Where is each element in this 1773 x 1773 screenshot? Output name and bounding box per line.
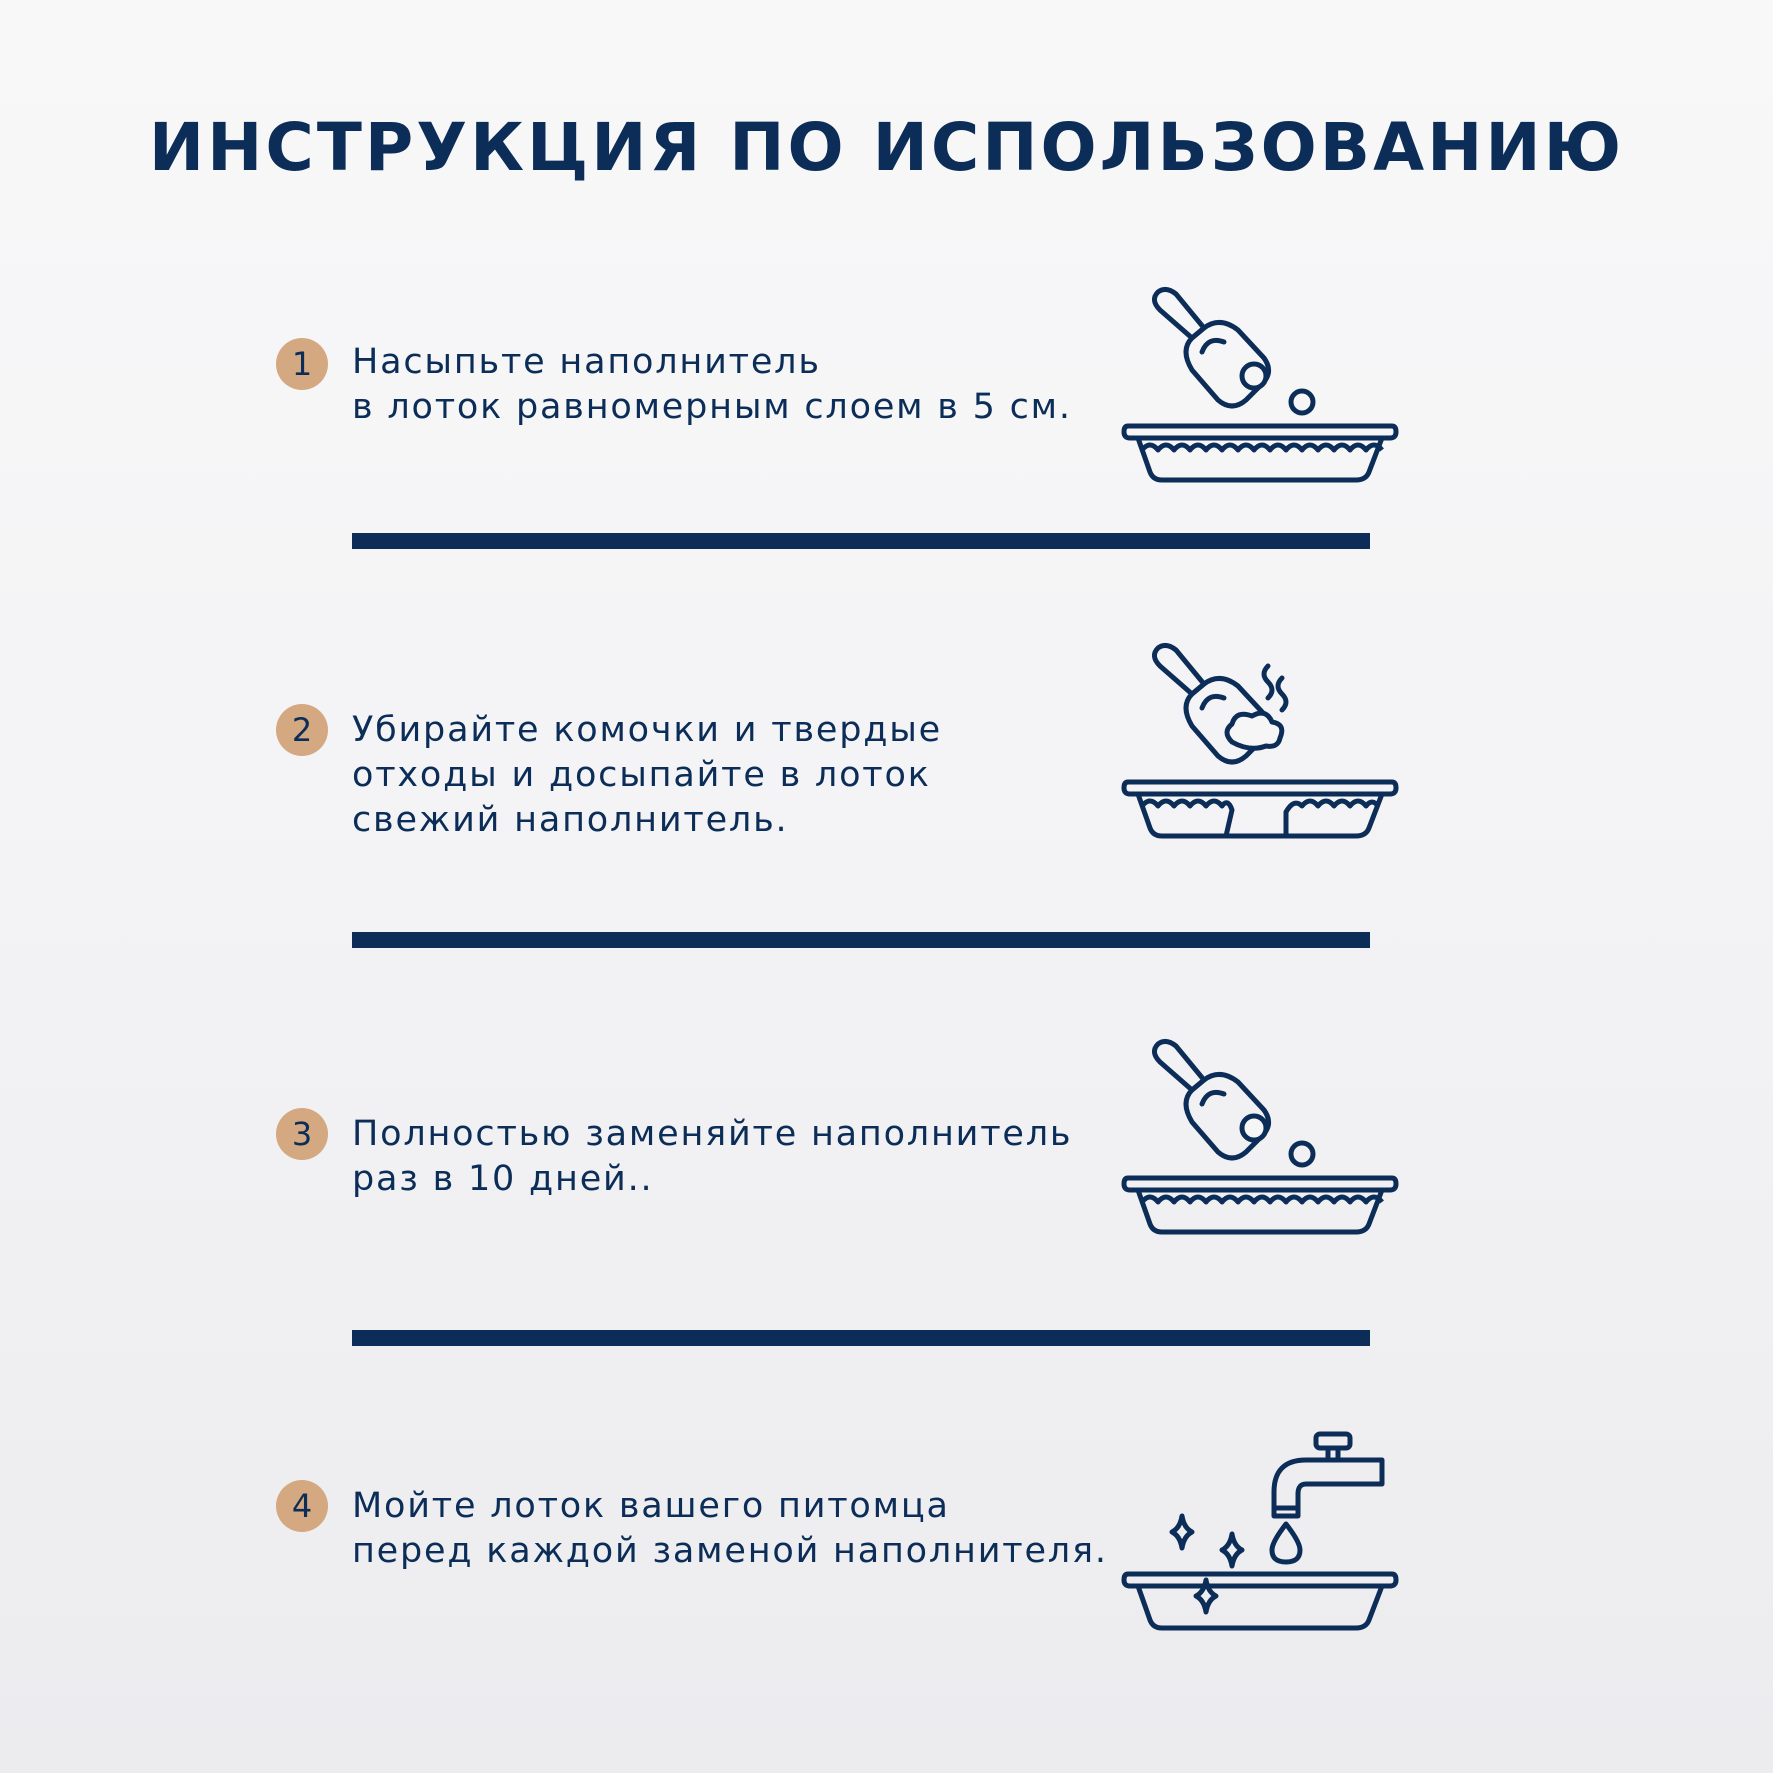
scoop-pouring-litter-icon (1120, 1032, 1400, 1252)
step-text-line: свежий наполнитель. (352, 800, 789, 840)
step-number-badge: 1 (276, 338, 328, 390)
step-text-line: отходы и досыпайте в лоток (352, 755, 931, 795)
step-text-line: перед каждой заменой наполнителя. (352, 1531, 1108, 1571)
step-text (352, 340, 1072, 430)
scoop-removing-clumps-icon (1120, 636, 1400, 856)
step-text-line: Мойте лоток вашего питомца (352, 1486, 950, 1526)
step-text-line: раз в 10 дней.. (352, 1159, 654, 1199)
step-text (352, 708, 1072, 843)
faucet-washing-tray-icon (1120, 1428, 1400, 1648)
page-title: ИНСТРУКЦИЯ ПО ИСПОЛЬЗОВАНИЮ (148, 109, 1625, 186)
step-text (352, 1112, 1072, 1202)
divider (352, 533, 1370, 549)
step-number-badge: 4 (276, 1480, 328, 1532)
step-text (352, 1484, 1108, 1574)
scoop-pouring-litter-icon (1120, 280, 1400, 500)
step-number-badge: 3 (276, 1108, 328, 1160)
divider (352, 1330, 1370, 1346)
step-number-badge: 2 (276, 704, 328, 756)
step-text-line: в лоток равномерным слоем в 5 см. (352, 387, 1072, 427)
divider (352, 932, 1370, 948)
step-text-line: Полностью заменяйте наполнитель (352, 1114, 1073, 1154)
step-text-line: Насыпьте наполнитель (352, 342, 821, 382)
step-text-line: Убирайте комочки и твердые (352, 710, 942, 750)
